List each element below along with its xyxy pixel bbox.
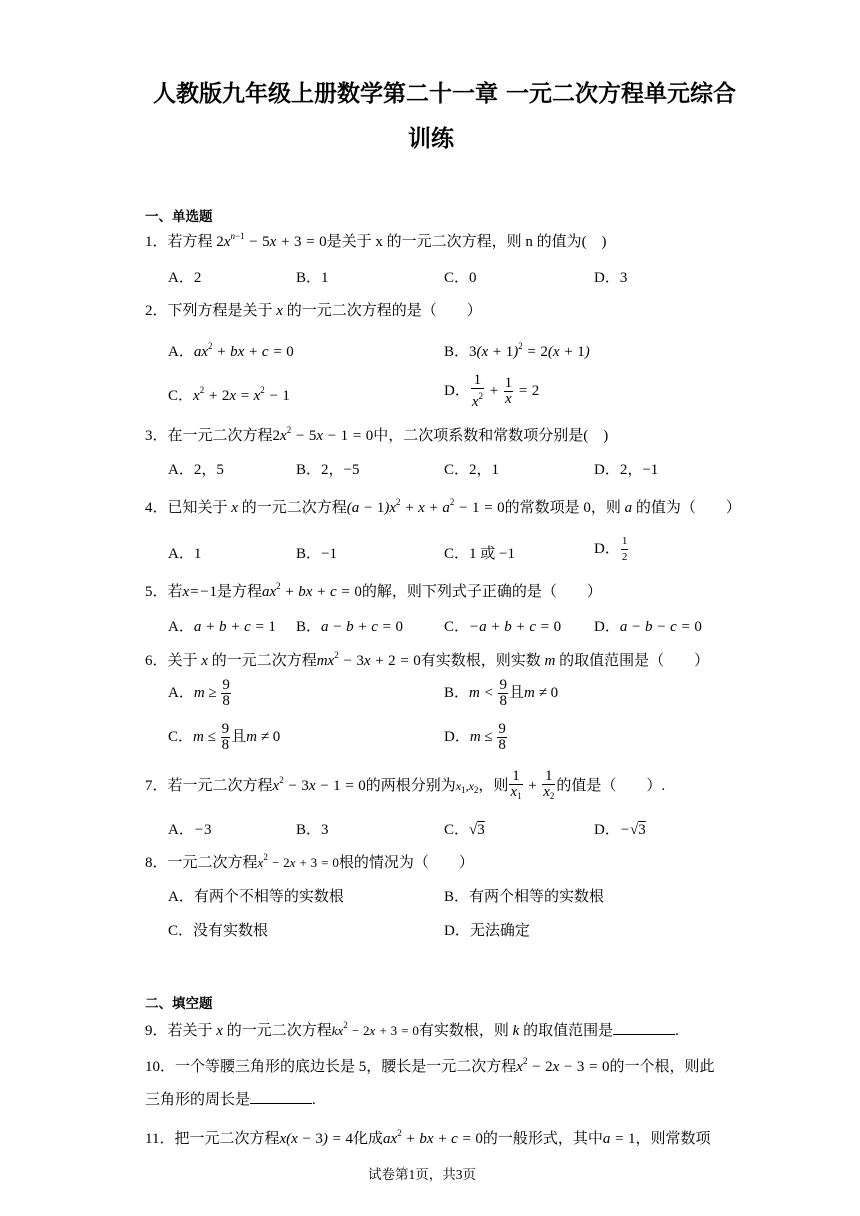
q6-option-d[interactable]: D．m ≤ $\frac{9}{8}$ — [444, 721, 506, 753]
q8-option-b[interactable]: B．有两个相等的实数根 — [444, 889, 605, 905]
question-1: 1．若方程 $2x^{n-1} - 5x + 3 = 0$是关于 x 的一元二次方程，则 n 的值为( ) — [145, 231, 607, 250]
q7-option-d[interactable]: D．−√3 — [594, 822, 646, 838]
q8-option-c[interactable]: C．没有实数根 — [168, 923, 269, 939]
q6-option-c[interactable]: C．m ≤ $\frac{9}{8}$ 且m ≠ 0 — [168, 721, 281, 753]
question-4: 4．已知关于 x 的一元二次方程$(a - 1)x^2 + x + a^2 - 1 = 0$的常数项是 0，则 a 的值为（ ） — [145, 497, 741, 516]
q1-option-b[interactable]: B．1 — [296, 270, 329, 286]
question-7: 7．若一元二次方程$x^2 - 3x - 1 = 0$的两根分别为$x_1,x_2$，则 $\frac{1}{x_1}$ + $\frac{1}{x_2}$ 的值是（ ）. — [145, 768, 666, 801]
question-number: 1． — [145, 234, 168, 250]
q3-option-d[interactable]: D．2，−1 — [594, 462, 659, 478]
q5-option-a[interactable]: A．a + b + c = 1 — [168, 619, 276, 635]
section-heading-fill-in: 二、填空题 — [145, 996, 213, 1012]
q1-option-d[interactable]: D．3 — [594, 270, 628, 286]
q5-option-d[interactable]: D．a − b − c = 0 — [594, 619, 702, 635]
question-9: 9．若关于 x 的一元二次方程$kx^2 - 2x + 3 = 0$有实数根，则 k 的取值范围是 . — [145, 1020, 679, 1039]
page-title-line1: 人教版九年级上册数学第二十一章 一元二次方程单元综合 — [153, 81, 737, 107]
question-3: 3．在一元二次方程$2x^2 - 5x - 1 = 0$中，二次项系数和常数项分别是( ) — [145, 425, 609, 444]
page-footer: 试卷第1页，共3页 — [368, 1167, 476, 1182]
section-heading-single-choice: 一、单选题 — [145, 209, 213, 225]
q2-option-d[interactable]: D． $\frac{1}{x^2}$ + $\frac{1}{x}$ = 2 — [444, 372, 540, 410]
q3-option-c[interactable]: C．2，1 — [444, 462, 500, 478]
q4-option-d[interactable]: D． $\frac{1}{2}$ — [594, 535, 628, 563]
q5-option-b[interactable]: B．a − b + c = 0 — [296, 619, 404, 635]
q3-option-a[interactable]: A．2，5 — [168, 462, 224, 478]
q7-option-c[interactable]: C．√3 — [444, 822, 485, 838]
answer-blank[interactable] — [613, 1024, 675, 1035]
q5-option-c[interactable]: C．−a + b + c = 0 — [444, 619, 562, 635]
q4-option-c[interactable]: C．1 或 −1 — [444, 546, 515, 562]
answer-blank[interactable] — [250, 1093, 312, 1104]
q2-option-a[interactable]: A．$ax^2$ + bx + c = 0 — [168, 341, 294, 360]
question-8: 8．一元二次方程$x^2 - 2x + 3 = 0$根的情况为（ ） — [145, 852, 474, 871]
q1-option-c[interactable]: C．0 — [444, 270, 477, 286]
q7-option-b[interactable]: B．3 — [296, 822, 329, 838]
q6-option-a[interactable]: A．m ≥ $\frac{9}{8}$ — [168, 677, 230, 709]
q8-option-d[interactable]: D．无法确定 — [444, 923, 530, 939]
q6-option-b[interactable]: B．m < $\frac{9}{8}$ 且m ≠ 0 — [444, 677, 559, 709]
q4-option-b[interactable]: B．−1 — [296, 546, 337, 562]
question-6: 6．关于 x 的一元二次方程$mx^2 - 3x + 2 = 0$有实数根，则实数 m 的取值范围是（ ） — [145, 650, 710, 669]
equation: $2x^{n-1} - 5x + 3 = 0$ — [216, 231, 327, 250]
q4-option-a[interactable]: A．1 — [168, 546, 202, 562]
q8-option-a[interactable]: A．有两个不相等的实数根 — [168, 889, 344, 905]
page-title-line2: 训练 — [408, 126, 454, 152]
q3-option-b[interactable]: B．2，−5 — [296, 462, 360, 478]
question-10-line2: 三角形的周长是 . — [145, 1092, 316, 1108]
question-2: 2．下列方程是关于 x 的一元二次方程的是（ ） — [145, 303, 482, 319]
q7-option-a[interactable]: A．−3 — [168, 822, 212, 838]
q1-option-a[interactable]: A．2 — [168, 270, 202, 286]
q2-option-b[interactable]: B．$3(x + 1)^2 = 2(x + 1)$ — [444, 341, 590, 360]
question-10: 10．一个等腰三角形的底边长是 5，腰长是一元二次方程$x^2 - 2x - 3 = 0$的一个根，则此 — [145, 1056, 715, 1075]
q2-option-c[interactable]: C．$x^2 + 2x = x^2 - 1$ — [168, 385, 290, 404]
question-5: 5．若x=−1是方程$ax^2$ + bx + c = 0的解，则下列式子正确的是（ ） — [145, 581, 602, 600]
question-11: 11．把一元二次方程x(x − 3) = 4化成$ax^2$ + bx + c = 0的一般形式，其中a = 1，则常数项 — [145, 1128, 711, 1147]
